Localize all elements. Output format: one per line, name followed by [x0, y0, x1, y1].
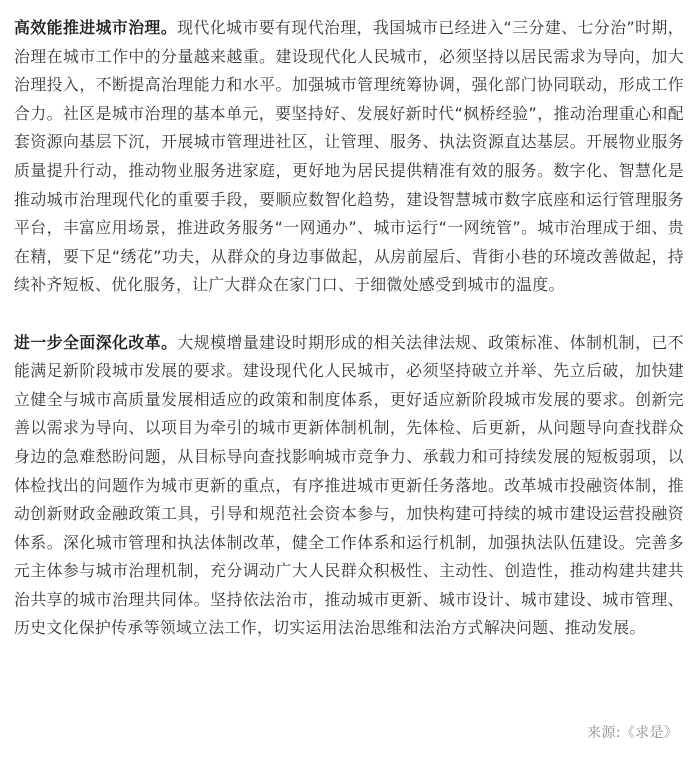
article-body [14, 14, 684, 643]
paragraph-deepen-reform [14, 329, 684, 644]
paragraph-urban-governance [14, 14, 684, 300]
paragraph-text: 大规模增量建设时期形成的相关法律法规、政策标准、体制机制，已不能满足新阶段城市发展的要求。建设现代化人民城市，必须坚持破立并举、先立后破，加快建立健全与城市高质量发展相适应的政策和制度体系，更好适应新阶段城市发展的要求。创新完善以需求为导向、以项目为牵引的城市更新体制机制，先体检、后更新，从问题导向查找群众身边的急难愁盼问题，从目标导向查找影响城市竞争力、承载力和可持续发展的短板弱项，以体检找出的问题作为城市更新的重点，有序推进城市更新任务落地。改革城市投融资体制，推动创新财政金融政策工具，引导和规范社会资本参与，加快构建可持续的城市建设运营投融资体系。深化城市管理和执法体制改革，健全工作体系和运行机制，加强执法队伍建设。完善多元主体参与城市治理机制，充分调动广大人民群众积极性、主动性、创造性，推动构建共建共治共享的城市治理共同体。坚持依法治市，推动城市更新、城市设计、城市建设、城市管理、历史文化保护传承等领域立法工作，切实运用法治思维和法治方式解决问题、推动发展。 [14, 332, 684, 638]
paragraph-lead-heading: 高效能推进城市治理。 [14, 18, 178, 37]
source-credit: 来源:《求是》 [587, 725, 678, 741]
paragraph-text: 现代化城市要有现代治理，我国城市已经进入“三分建、七分治”时期，治理在城市工作中的分量越来越重。建设现代化人民城市，必须坚持以居民需求为导向，加大治理投入，不断提高治理能力和水平。加强城市管理统筹协调，强化部门协同联动，形成工作合力。社区是城市治理的基本单元，要坚持好、发展好新时代“枫桥经验”，推动治理重心和配套资源向基层下沉，开展城市管理进社区，让管理、服务、执法资源直达基层。开展物业服务质量提升行动，推动物业服务进家庭，更好地为居民提供精准有效的服务。数字化、智慧化是推动城市治理现代化的重要手段，要顺应数智化趋势，建设智慧城市数字底座和运行管理服务平台，丰富应用场景，推进政务服务“一网通办”、城市运行“一网统管”。城市治理成于细、贵在精，要下足“绣花”功夫，从群众的身边事做起，从房前屋后、背街小巷的环境改善做起，持续补齐短板、优化服务，让广大群众在家门口、于细微处感受到城市的温度。 [14, 18, 684, 295]
paragraph-lead-heading: 进一步全面深化改革。 [14, 332, 178, 352]
